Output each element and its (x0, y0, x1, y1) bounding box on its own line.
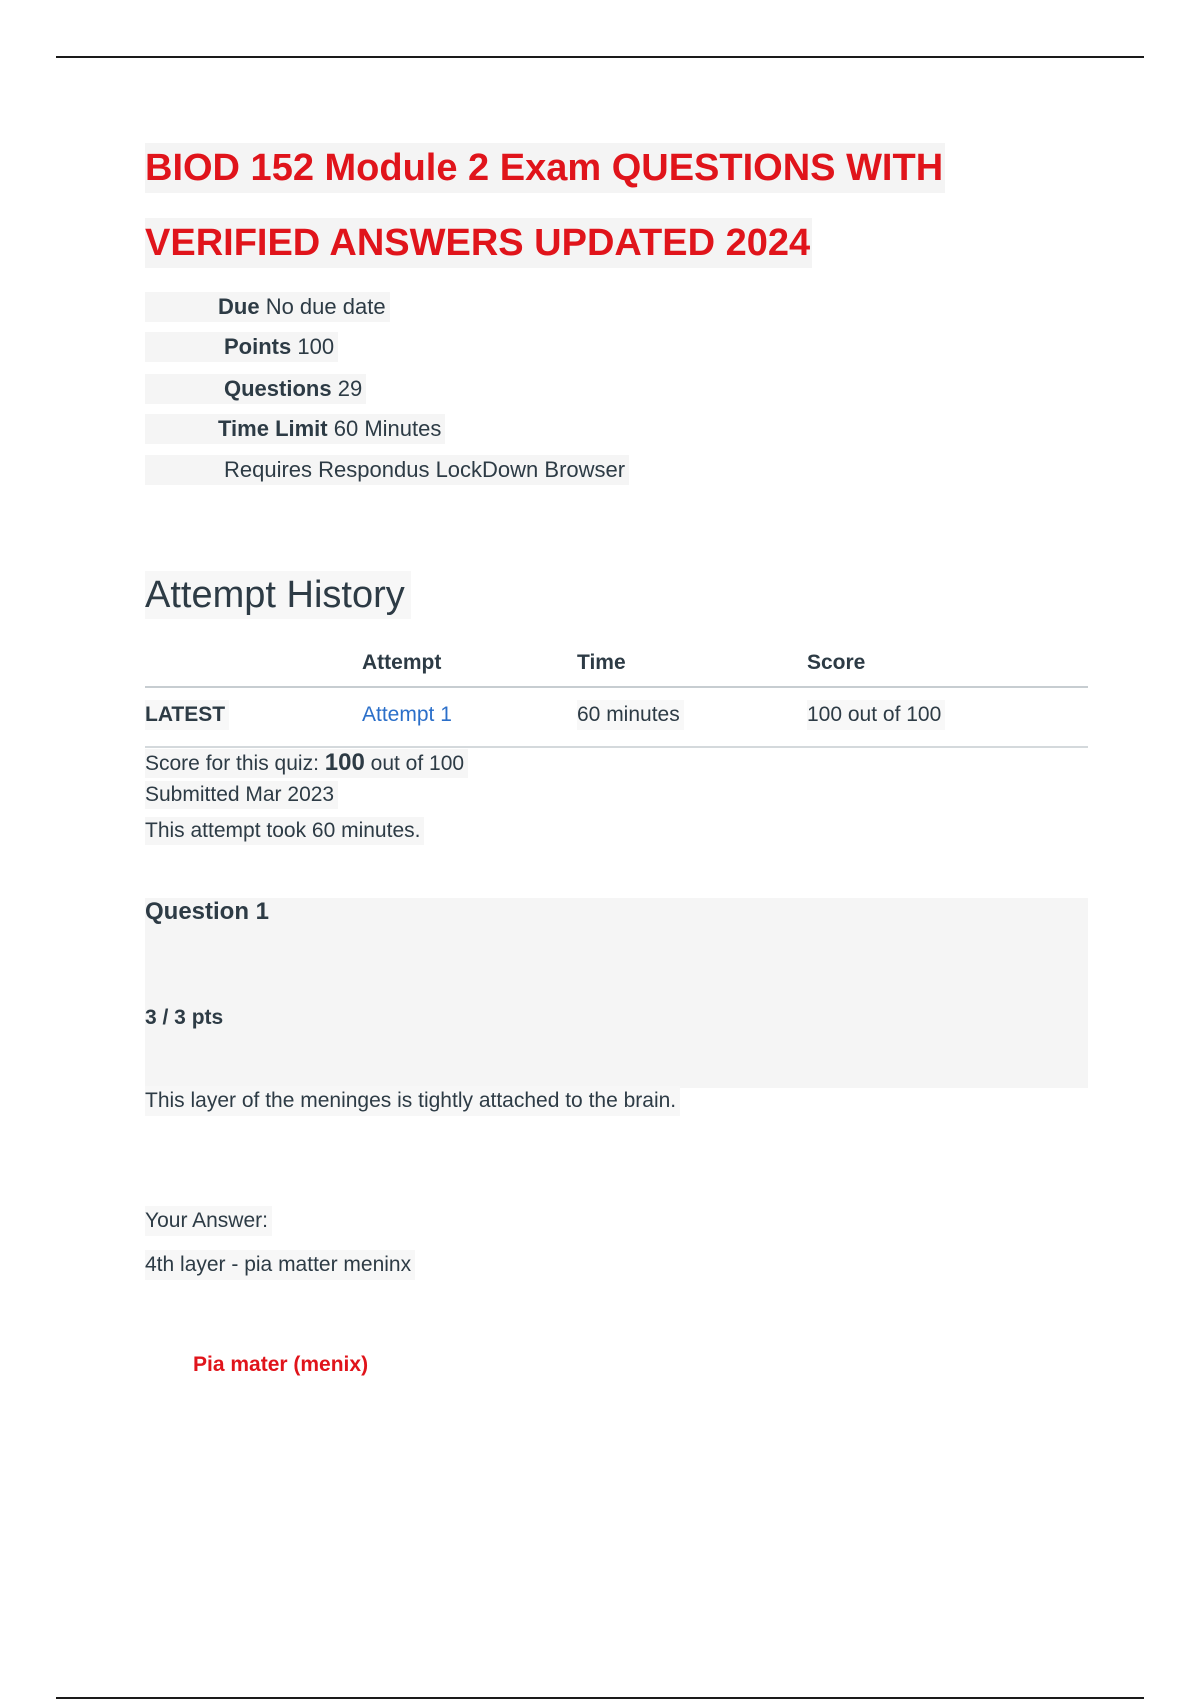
table-row-divider (145, 746, 1088, 748)
meta-requirement-text: Requires Respondus LockDown Browser (224, 457, 626, 482)
meta-time-limit-value: 60 Minutes (333, 416, 442, 441)
question-points: 3 / 3 pts (145, 1006, 224, 1029)
top-rule (56, 56, 1144, 58)
document-title-line-2: VERIFIED ANSWERS UPDATED 2024 (145, 218, 812, 268)
meta-due (145, 292, 390, 322)
meta-points-label: Points (224, 334, 292, 359)
bottom-rule (56, 1697, 1144, 1699)
meta-questions-label: Questions (224, 376, 332, 401)
submitted-date: Submitted Mar 2023 (145, 781, 338, 809)
attempt-time-value: 60 minutes (577, 700, 684, 730)
attempt-history-heading: Attempt History (145, 571, 411, 619)
score-suffix: out of 100 (370, 752, 465, 775)
meta-due-value: No due date (265, 294, 386, 319)
correct-answer: Pia mater (menix) (193, 1353, 369, 1376)
column-header-score: Score (807, 651, 866, 674)
quiz-score-summary (145, 749, 468, 778)
meta-points-value: 100 (297, 334, 335, 359)
question-title: Question 1 (145, 898, 270, 925)
meta-time-limit (145, 414, 445, 444)
attempt-duration: This attempt took 60 minutes. (145, 817, 424, 845)
meta-lockdown-requirement (145, 455, 629, 485)
meta-due-label: Due (218, 294, 260, 319)
meta-questions-value: 29 (337, 376, 363, 401)
attempt-score-value: 100 out of 100 (807, 700, 945, 730)
question-header-box (145, 898, 1088, 1088)
your-answer-value: 4th layer - pia matter meninx (145, 1250, 415, 1280)
column-header-time: Time (577, 651, 626, 674)
document-title-line-1: BIOD 152 Module 2 Exam QUESTIONS WITH (145, 143, 945, 193)
score-prefix: Score for this quiz: (145, 752, 319, 775)
column-header-attempt: Attempt (362, 651, 442, 674)
meta-points (145, 332, 338, 362)
score-value: 100 (324, 749, 365, 776)
meta-time-limit-label: Time Limit (218, 416, 328, 441)
attempt-1-link[interactable]: Attempt 1 (362, 703, 452, 726)
meta-questions (145, 374, 366, 404)
your-answer-label: Your Answer: (145, 1206, 272, 1236)
table-header-divider (145, 686, 1088, 688)
question-text: This layer of the meninges is tightly attached to the brain. (145, 1086, 680, 1116)
latest-badge: LATEST (145, 700, 229, 730)
